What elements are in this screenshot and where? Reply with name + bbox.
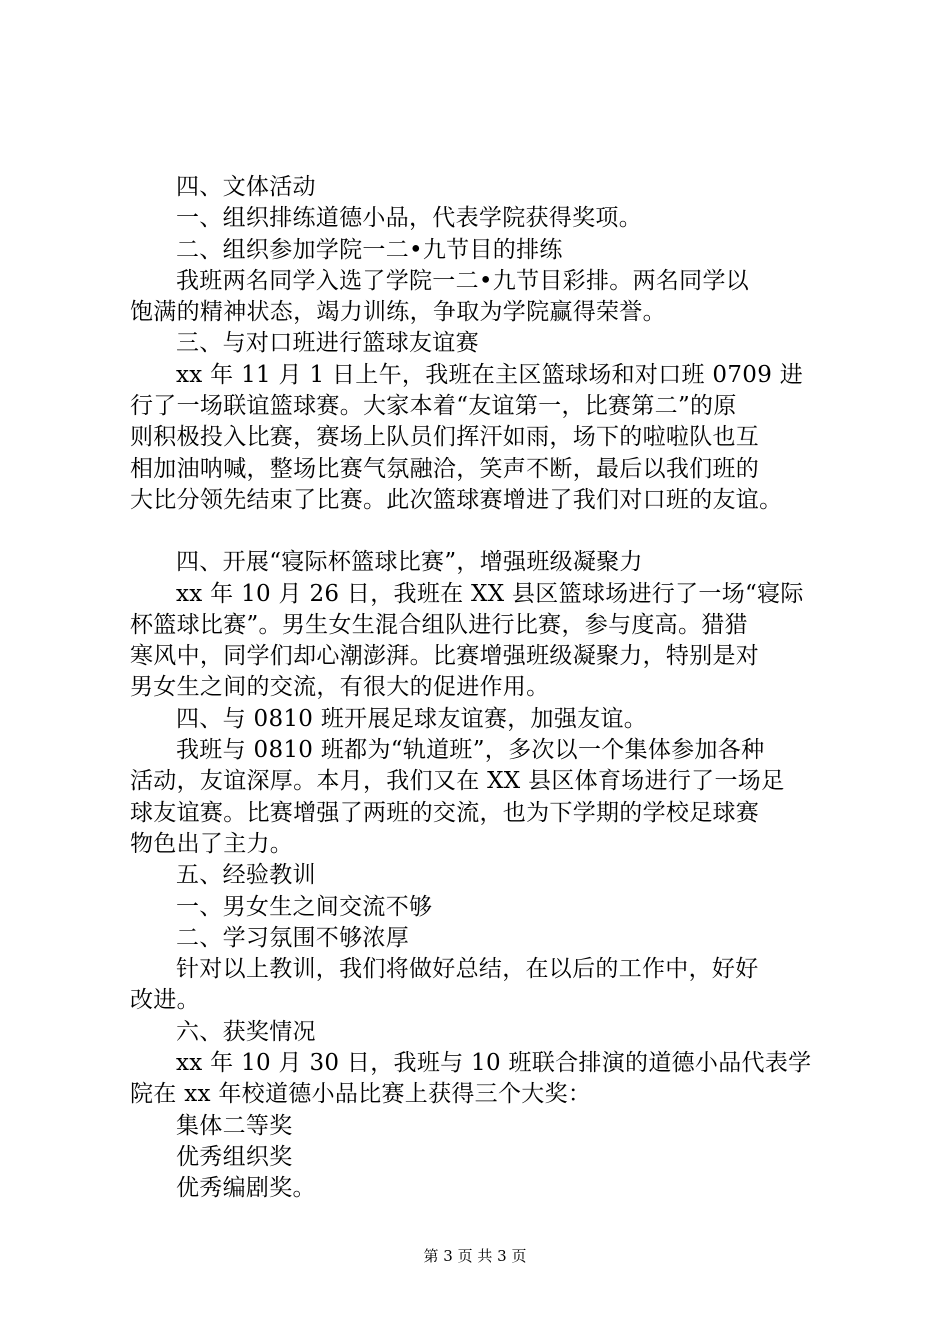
section-heading-lessons: 五、经验教训 bbox=[176, 862, 316, 889]
item-heading: 一、男女生之间交流不够 bbox=[176, 893, 433, 920]
paragraph-line: 物色出了主力。 bbox=[130, 830, 294, 857]
item-heading: 一、组织排练道德小品，代表学院获得奖项。 bbox=[176, 205, 642, 232]
paragraph-line: xx 年 11 月 1 日上午，我班在主区篮球场和对口班 0709 进 bbox=[176, 361, 804, 388]
paragraph-line: xx 年 10 月 26 日，我班在 XX 县区篮球场进行了一场“寝际 bbox=[176, 580, 804, 607]
paragraph-line: 院在 xx 年校道德小品比赛上获得三个大奖： bbox=[130, 1081, 592, 1108]
section-heading-sports: 四、文体活动 bbox=[176, 174, 316, 200]
item-heading: 四、与 0810 班开展足球友谊赛，加强友谊。 bbox=[176, 705, 648, 732]
paragraph-line: 针对以上教训，我们将做好总结，在以后的工作中，好好 bbox=[176, 956, 759, 983]
item-heading: 二、学习氛围不够浓厚 bbox=[176, 924, 409, 951]
paragraph-line: 男女生之间的交流，有很大的促进作用。 bbox=[130, 674, 550, 701]
paragraph-line: 则积极投入比赛，赛场上队员们挥汗如雨，场下的啦啦队也互 bbox=[130, 424, 760, 451]
award-item: 优秀组织奖 bbox=[176, 1143, 293, 1170]
paragraph-line: xx 年 10 月 30 日，我班与 10 班联合排演的道德小品代表学 bbox=[176, 1050, 812, 1077]
item-heading: 二、组织参加学院一二•九节目的排练 bbox=[176, 236, 563, 263]
document-body bbox=[130, 172, 840, 1205]
item-heading: 三、与对口班进行篮球友谊赛 bbox=[176, 330, 479, 357]
item-heading: 四、开展“寝际杯篮球比赛”，增强班级凝聚力 bbox=[176, 549, 643, 576]
page-footer bbox=[0, 1246, 950, 1266]
paragraph-line: 寒风中，同学们却心潮澎湃。比赛增强班级凝聚力，特别是对 bbox=[130, 643, 760, 670]
section-heading-awards: 六、获奖情况 bbox=[176, 1018, 316, 1045]
page-number: 第 3 页 共 3 页 bbox=[423, 1247, 527, 1265]
award-item: 优秀编剧奖。 bbox=[176, 1175, 316, 1202]
paragraph-line: 我班与 0810 班都为“轨道班”，多次以一个集体参加各种 bbox=[176, 737, 765, 764]
paragraph-line: 我班两名同学入选了学院一二•九节目彩排。两名同学以 bbox=[176, 267, 750, 294]
paragraph-line: 杯篮球比赛”。男生女生混合组队进行比赛，参与度高。猎猎 bbox=[130, 611, 748, 638]
paragraph-line: 相加油呐喊，整场比赛气氛融洽，笑声不断，最后以我们班的 bbox=[130, 455, 760, 482]
paragraph-line: 行了一场联谊篮球赛。大家本着“友谊第一，比赛第二”的原 bbox=[130, 393, 737, 420]
paragraph-line: 饱满的精神状态，竭力训练，争取为学院赢得荣誉。 bbox=[130, 299, 666, 326]
paragraph-line: 活动，友谊深厚。本月，我们又在 XX 县区体育场进行了一场足 bbox=[130, 768, 785, 795]
award-item: 集体二等奖 bbox=[176, 1112, 293, 1139]
paragraph-line: 改进。 bbox=[130, 987, 200, 1014]
paragraph-line: 球友谊赛。比赛增强了两班的交流，也为下学期的学校足球赛 bbox=[130, 799, 760, 826]
paragraph-gap bbox=[130, 516, 840, 547]
paragraph-line: 大比分领先结束了比赛。此次篮球赛增进了我们对口班的友谊。 bbox=[130, 486, 783, 513]
